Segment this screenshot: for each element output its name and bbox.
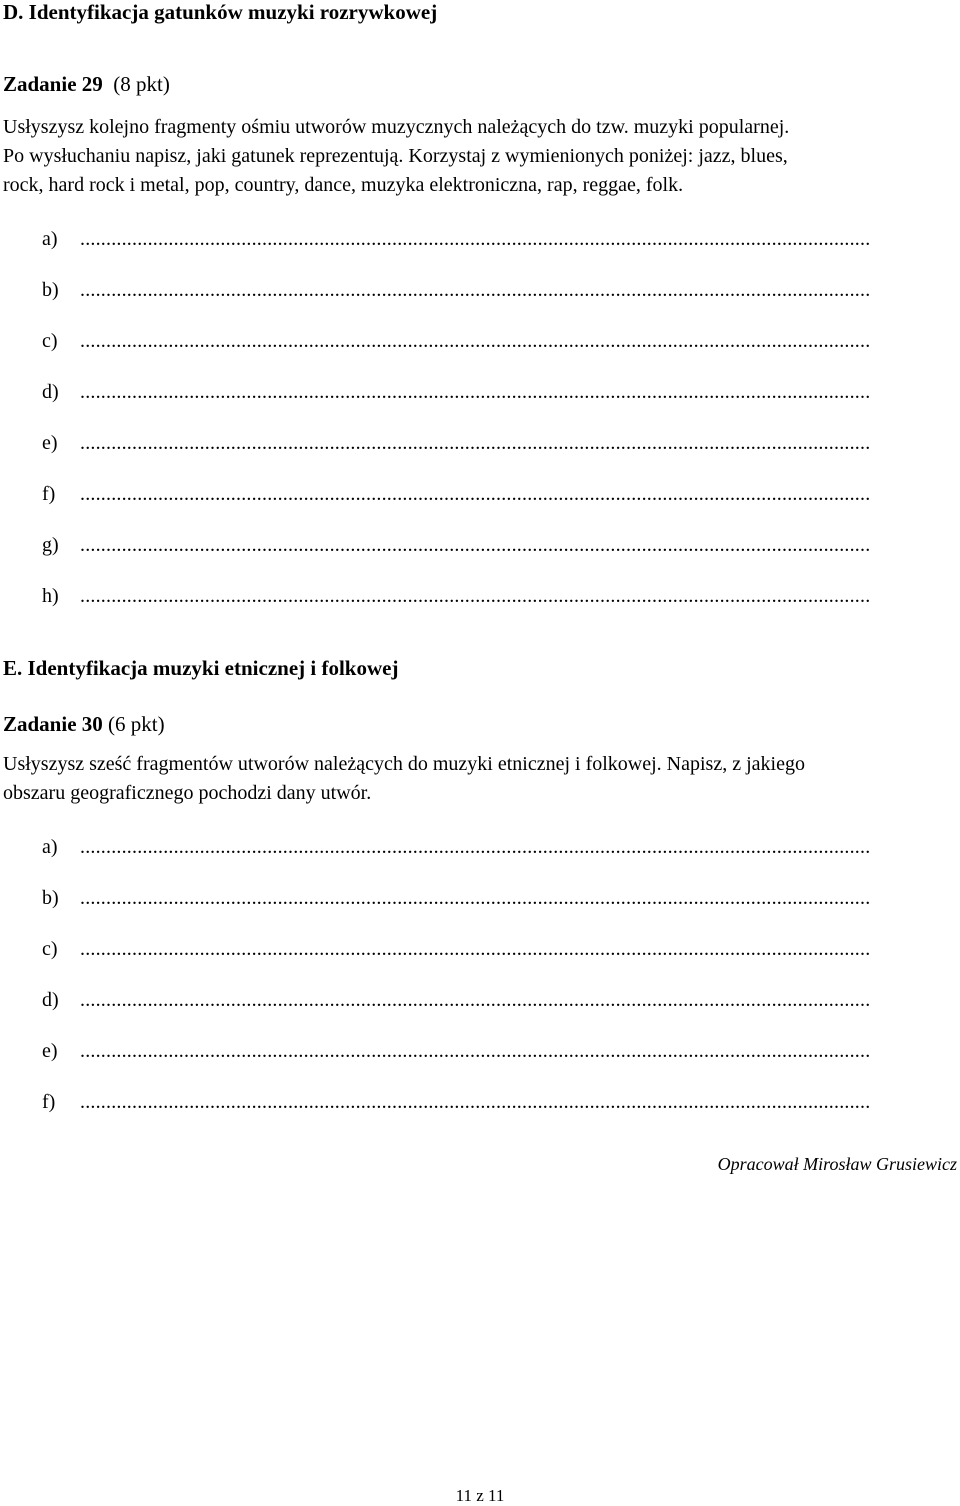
task-30-answer-row[interactable] xyxy=(42,1088,956,1114)
author-credit: Opracował Mirosław Grusiewicz xyxy=(717,1154,957,1174)
task-30-answer-row[interactable] xyxy=(42,935,956,961)
task-29-label: Zadanie 29 xyxy=(3,72,103,96)
page-number: 11 z 11 xyxy=(455,1486,505,1505)
task-30-answer-label: d) xyxy=(42,989,59,1011)
task-30-answer-blank[interactable]: ........................................................................................................................................................ xyxy=(80,1091,871,1113)
task-30-instruction-line-2: obszaru geograficznego pochodzi dany utwór. xyxy=(3,782,372,804)
task-30-instruction-line-1: Usłyszysz sześć fragmentów utworów należących do muzyki etnicznej i folkowej. Napisz, z jakiego xyxy=(3,753,805,775)
task-29-answer-blank[interactable]: ........................................................................................................................................................ xyxy=(80,279,871,301)
task-30-answer-row[interactable] xyxy=(42,1037,956,1063)
task-29-answer-blank[interactable]: ........................................................................................................................................................ xyxy=(80,585,871,607)
task-30-answer-blank[interactable]: ........................................................................................................................................................ xyxy=(80,1040,871,1062)
task-29-answer-blank[interactable]: ........................................................................................................................................................ xyxy=(80,330,871,352)
task-29-answer-blank[interactable]: ........................................................................................................................................................ xyxy=(80,432,871,454)
task-29-answer-blank[interactable]: ........................................................................................................................................................ xyxy=(80,534,871,556)
task-30-answer-blank[interactable]: ........................................................................................................................................................ xyxy=(80,887,871,909)
task-29-answer-label: a) xyxy=(42,228,58,250)
task-30-answer-blank[interactable]: ........................................................................................................................................................ xyxy=(80,989,871,1011)
task-30-answer-label: f) xyxy=(42,1091,56,1113)
task-29-answer-label: e) xyxy=(42,432,58,454)
task-29-instruction-line-1: Usłyszysz kolejno fragmenty ośmiu utworów muzycznych należących do tzw. muzyki popularnej. xyxy=(3,116,790,138)
section-d-title: D. Identyfikacja gatunków muzyki rozrywkowej xyxy=(3,0,438,24)
task-29-answer-label: c) xyxy=(42,330,58,352)
task-30-answer-label: e) xyxy=(42,1040,58,1062)
task-30-answer-label: c) xyxy=(42,938,58,960)
task-29-instruction-line-3: rock, hard rock i metal, pop, country, dance, muzyka elektroniczna, rap, reggae, folk. xyxy=(3,174,684,196)
task-30-answer-label: b) xyxy=(42,887,59,909)
task-29-points: (8 pkt) xyxy=(113,72,170,96)
task-29-answer-row[interactable] xyxy=(42,225,956,251)
task-29-answer-label: f) xyxy=(42,483,56,505)
task-30-label: Zadanie 30 xyxy=(3,712,103,736)
task-30-points: (6 pkt) xyxy=(108,712,165,736)
task-30-answer-blank[interactable]: ........................................................................................................................................................ xyxy=(80,836,871,858)
task-29-answer-label: d) xyxy=(42,381,59,403)
task-30-heading xyxy=(3,712,165,737)
task-30-answer-row[interactable] xyxy=(42,833,956,859)
task-29-answer-blank[interactable]: ........................................................................................................................................................ xyxy=(80,483,871,505)
task-29-answer-row[interactable] xyxy=(42,531,956,557)
task-29-answer-row[interactable] xyxy=(42,276,956,302)
task-29-instruction-line-2: Po wysłuchaniu napisz, jaki gatunek reprezentują. Korzystaj z wymienionych poniżej: jazz, blues, xyxy=(3,145,788,167)
task-30-answer-row[interactable] xyxy=(42,884,956,910)
task-30-answer-blank[interactable]: ........................................................................................................................................................ xyxy=(80,938,871,960)
task-29-heading xyxy=(3,72,170,97)
task-29-answer-label: b) xyxy=(42,279,59,301)
task-30-answer-row[interactable] xyxy=(42,986,956,1012)
task-29-answer-row[interactable] xyxy=(42,429,956,455)
task-29-answer-row[interactable] xyxy=(42,327,956,353)
task-29-answer-row[interactable] xyxy=(42,480,956,506)
task-29-answer-label: h) xyxy=(42,585,59,607)
task-30-answer-label: a) xyxy=(42,836,58,858)
task-29-answer-row[interactable] xyxy=(42,378,956,404)
task-29-answer-label: g) xyxy=(42,534,59,556)
section-e-title: E. Identyfikacja muzyki etnicznej i folkowej xyxy=(3,656,399,680)
task-29-answer-row[interactable] xyxy=(42,582,956,608)
task-29-answer-blank[interactable]: ........................................................................................................................................................ xyxy=(80,381,871,403)
task-29-answer-blank[interactable]: ........................................................................................................................................................ xyxy=(80,228,871,250)
